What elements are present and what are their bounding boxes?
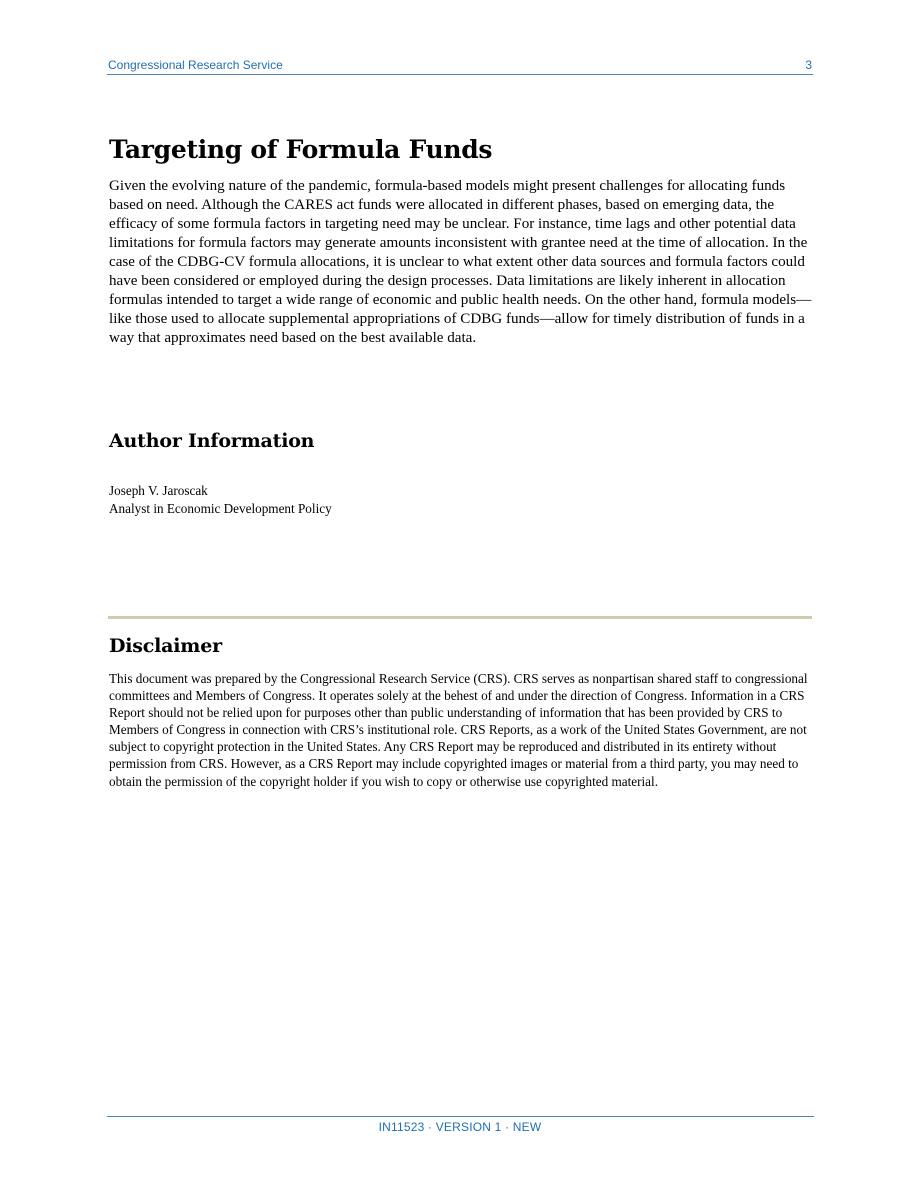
footer-rule — [107, 1116, 814, 1117]
footer-document-id: IN11523 · VERSION 1 · NEW — [378, 1120, 542, 1134]
header-page-number: 3 — [805, 58, 812, 72]
disclaimer-heading: Disclaimer — [109, 635, 222, 657]
author-information-heading: Author Information — [109, 430, 315, 452]
section-body-paragraph: Given the evolving nature of the pandemic, formula-based models might present challenges for allocating funds based on need. Although the CARES act funds were allocated in different phases, based on emerging data, the efficacy of some formula factors in targeting need may be unclear. For instance, time lags and other potential data limitations for formula factors may generate amounts inconsistent with grantee need at the time of allocation. In the case of the CDBG-CV formula allocations, it is unclear to what extent other data sources and formula factors could have been considered or employed during the design processes. Data limitations are likely inherent in allocation formulas intended to target a wide range of economic and public health needs. On the other hand, formula models—like those used to allocate supplemental appropriations of CDBG funds—allow for timely distribution of funds in a way that approximates need based on the best available data. — [109, 178, 812, 346]
page-header — [107, 57, 813, 75]
author-name: Joseph V. Jaroscak — [109, 483, 208, 498]
section-title: Targeting of Formula Funds — [109, 135, 493, 164]
header-organization: Congressional Research Service — [108, 58, 283, 72]
author-block — [109, 482, 332, 517]
disclaimer-text: This document was prepared by the Congressional Research Service (CRS). CRS serves as nonpartisan shared staff to congressional committees and Members of Congress. It operates solely at the behest of and under the direction of Congress. Information in a CRS Report should not be relied upon for purposes other than public understanding of information that has been provided by CRS to Members of Congress in connection with CRS’s institutional role. CRS Reports, as a work of the United States Government, are not subject to copyright protection in the United States. Any CRS Report may be reproduced and distributed in its entirety without permission from CRS. However, as a CRS Report may include copyrighted images or material from a third party, you may need to obtain the permission of the copyright holder if you wish to copy or otherwise use copyrighted material. — [109, 671, 808, 789]
section-divider — [108, 616, 812, 619]
author-title: Analyst in Economic Development Policy — [109, 500, 332, 516]
